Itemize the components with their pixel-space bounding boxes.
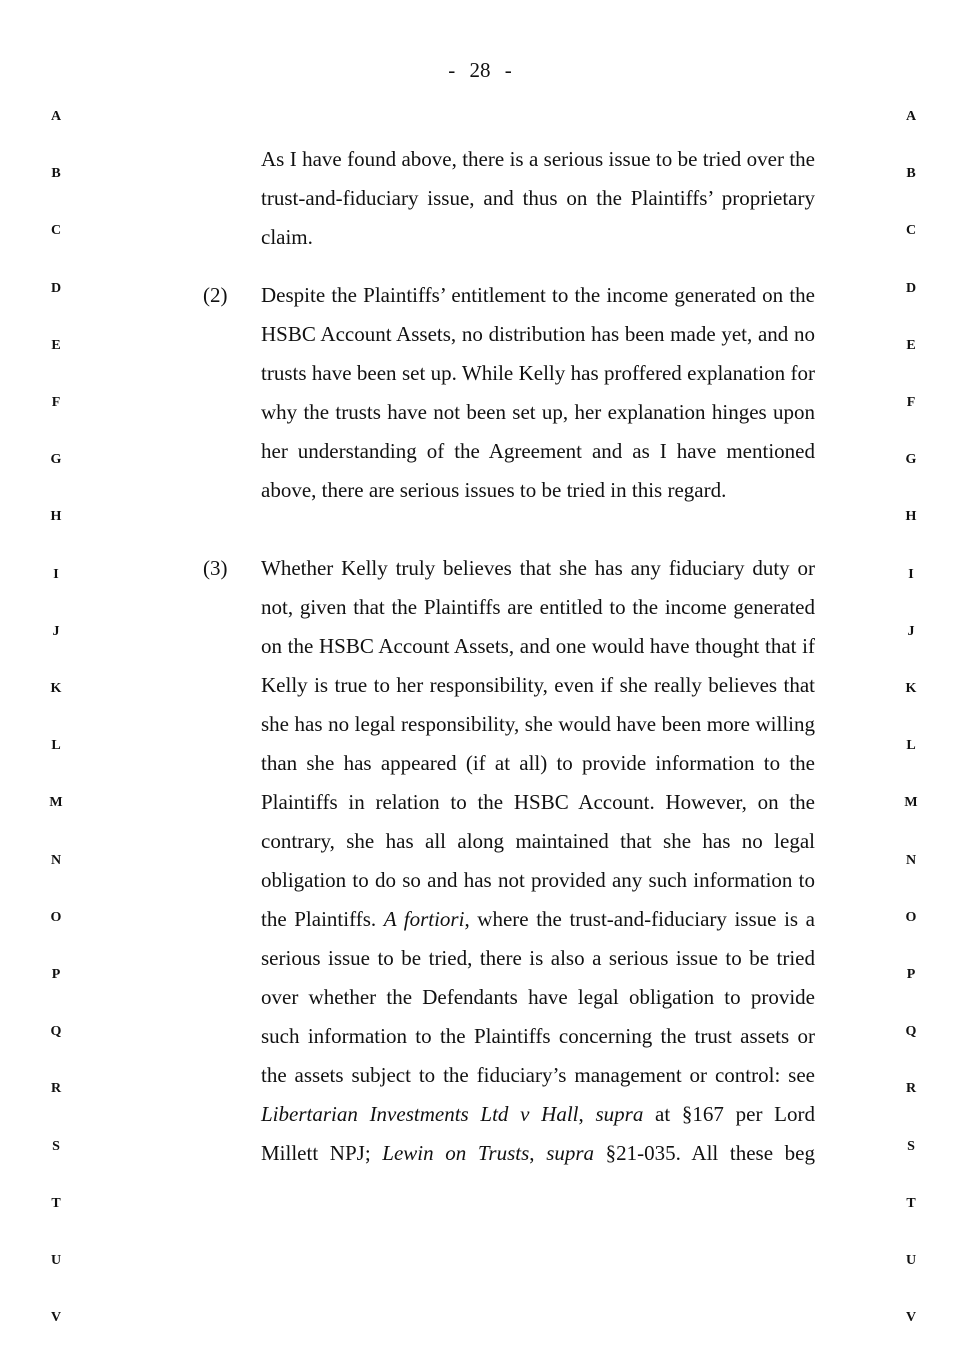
- right-margin-letter: M: [904, 795, 918, 811]
- paragraph-3-text-1: Whether Kelly truly believes that she has any fiduciary duty or not, given that the Plaintiffs are entitled to the income generated on the HSBC Account Assets, and one would have thought that if Kelly is true to her responsibility, even if she really believes that she has no legal responsibility, she would have been more willing than she has appeared (if at all) to provide information to the Plaintiffs in relation to the HSBC Account. However, on the contrary, she has all along maintained that she has no legal obligation to do so and has not provided any such information to the Plaintiffs.: [261, 556, 815, 931]
- left-margin-letter: G: [50, 452, 62, 468]
- left-margin-letter: I: [53, 566, 59, 582]
- right-margin-letter: J: [907, 623, 915, 639]
- paragraph-3-number: (3): [203, 556, 228, 580]
- right-margin-letter: K: [905, 681, 917, 696]
- left-margin-letter: F: [51, 395, 61, 410]
- left-margin-letters: [44, 0, 68, 1358]
- left-margin-letter: B: [51, 166, 61, 182]
- right-margin-letters: [899, 0, 923, 1358]
- left-margin-letter: M: [49, 795, 63, 811]
- right-margin-letter: A: [905, 109, 917, 124]
- right-margin-letter: N: [905, 852, 917, 868]
- right-margin-letter: U: [905, 1253, 917, 1268]
- paragraph-2-number: (2): [203, 283, 228, 307]
- left-margin-letter: N: [50, 852, 62, 868]
- right-margin-letter: D: [905, 280, 917, 296]
- right-margin-letter: B: [906, 166, 916, 182]
- right-margin-letter: G: [905, 452, 917, 468]
- right-margin-letter: E: [906, 337, 916, 353]
- paragraph-intro-text: As I have found above, there is a serious issue to be tried over the trust-and-fiduciary issue, and thus on the Plaintiffs’ proprietary claim.: [261, 147, 815, 249]
- right-margin-letter: R: [905, 1081, 917, 1097]
- right-margin-letter: P: [906, 967, 916, 982]
- left-margin-letter: R: [50, 1081, 62, 1097]
- left-margin-letter: E: [51, 337, 61, 353]
- paragraph-3-italic-a-fortiori: A fortiori: [383, 907, 465, 931]
- left-margin-letter: L: [51, 738, 61, 754]
- paragraph-3-italic-treatise: Lewin on Trusts: [382, 1141, 530, 1165]
- left-margin-letter: J: [52, 623, 60, 639]
- right-margin-letter: H: [905, 509, 917, 525]
- right-margin-letter: V: [905, 1310, 917, 1326]
- paragraph-3-text-4: at §167 per Lord Millett NPJ;: [261, 1102, 815, 1165]
- paragraph-3-italic-supra-1: supra: [595, 1102, 644, 1126]
- paragraph-intro: [261, 140, 815, 257]
- right-margin-letter: C: [905, 223, 917, 239]
- left-margin-letter: K: [50, 681, 62, 696]
- paragraph-3: [261, 549, 815, 1173]
- right-margin-letter: F: [906, 395, 916, 410]
- right-margin-letter: Q: [905, 1024, 917, 1040]
- left-margin-letter: P: [51, 967, 61, 982]
- left-margin-letter: Q: [50, 1024, 62, 1040]
- left-margin-letter: C: [50, 223, 62, 239]
- left-margin-letter: A: [50, 109, 62, 124]
- left-margin-letter: H: [50, 509, 62, 525]
- page-number: - 28 -: [448, 58, 512, 82]
- right-margin-letter: L: [906, 738, 916, 754]
- right-margin-letter: O: [905, 909, 917, 925]
- paragraph-3-text-5: ,: [529, 1141, 547, 1165]
- paragraph-3-text-2: , where the trust-and-fiduciary issue is a serious issue to be tried, there is also a serious issue to be tried over whether the Defendants have legal obligation to provide such information to the Plaintiffs concerning the trust assets or the assets subject to the fiduciary’s management or control: see: [261, 907, 815, 1087]
- paragraph-3-italic-case-name: Libertarian Investments Ltd v Hall: [261, 1102, 579, 1126]
- left-margin-letter: O: [50, 909, 62, 925]
- left-margin-letter: V: [50, 1310, 62, 1326]
- paragraph-3-text-3: ,: [578, 1102, 596, 1126]
- left-margin-letter: D: [50, 280, 62, 296]
- paragraph-3-text-6: §21-035. All these beg: [594, 1141, 815, 1165]
- right-margin-letter: S: [907, 1138, 915, 1154]
- paragraph-2: [261, 276, 815, 510]
- left-margin-letter: S: [52, 1138, 60, 1154]
- right-margin-letter: T: [906, 1195, 916, 1211]
- paragraph-3-italic-supra-2: supra: [546, 1141, 595, 1165]
- left-margin-letter: U: [50, 1253, 62, 1268]
- right-margin-letter: I: [908, 566, 914, 582]
- left-margin-letter: T: [51, 1195, 61, 1211]
- paragraph-2-text: Despite the Plaintiffs’ entitlement to the income generated on the HSBC Account Assets, no distribution has been made yet, and no trusts have been set up. While Kelly has proffered explanation for why the trusts have not been set up, her explanation hinges upon her understanding of the Agreement and as I have mentioned above, there are serious issues to be tried in this regard.: [261, 283, 815, 502]
